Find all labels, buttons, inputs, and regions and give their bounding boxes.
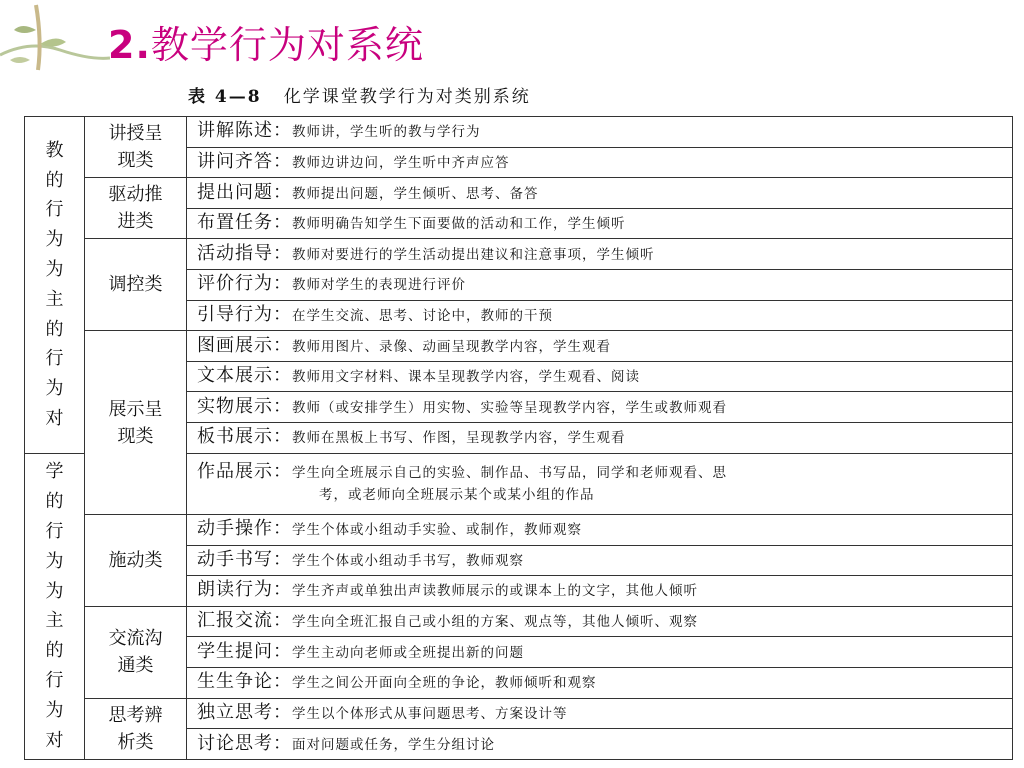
group-label-char: 行 <box>45 669 64 691</box>
category-label-line: 驱动推 <box>108 184 163 206</box>
behavior-description: 学生之间公开面向全班的争论，教师倾听和观察 <box>292 675 597 692</box>
behavior-description: 教师用图片、录像、动画呈现教学内容，学生观看 <box>292 338 611 355</box>
behavior-term: 布置任务： <box>197 212 292 234</box>
behavior-item <box>187 239 1013 270</box>
behavior-description: 教师提出问题，学生倾听、思考、备答 <box>292 185 539 202</box>
behavior-term: 作品展示： <box>197 461 292 483</box>
behavior-item <box>187 576 1013 607</box>
behavior-item <box>187 331 1013 362</box>
behavior-description: 教师讲，学生听的教与学行为 <box>292 124 481 141</box>
behavior-item <box>187 606 1013 637</box>
category-cell <box>85 331 187 515</box>
behavior-term: 引导行为： <box>197 303 292 325</box>
group-label-char: 的 <box>45 318 64 340</box>
group-label-char: 对 <box>45 729 64 751</box>
behavior-item <box>187 729 1013 760</box>
behavior-term: 生生争论： <box>197 671 292 693</box>
behavior-term: 朗读行为： <box>197 579 292 601</box>
behavior-table <box>24 116 1013 760</box>
plant-decoration-icon <box>0 0 110 90</box>
behavior-term: 活动指导： <box>197 242 292 264</box>
category-label-line: 现类 <box>117 150 154 172</box>
behavior-item <box>187 300 1013 331</box>
group-label-char: 为 <box>45 550 64 572</box>
category-label-line: 讲授呈 <box>108 123 163 145</box>
behavior-item <box>187 423 1013 454</box>
behavior-term: 汇报交流： <box>197 610 292 632</box>
table-row <box>25 514 1013 545</box>
behavior-description: 教师在黑板上书写、作图，呈现教学内容，学生观看 <box>292 430 626 447</box>
behavior-description: 学生齐声或单独出声读教师展示的或课本上的文字，其他人倾听 <box>292 583 698 600</box>
group-label-char: 为 <box>45 580 64 602</box>
behavior-description: 学生个体或小组动手书写，教师观察 <box>292 552 524 569</box>
category-cell: 调控类 <box>85 239 187 331</box>
group-label-char: 主 <box>45 610 64 632</box>
category-label-line: 现类 <box>117 425 154 447</box>
table-row <box>25 606 1013 637</box>
group-label-char: 行 <box>45 199 64 221</box>
behavior-description: 学生以个体形式从事问题思考、方案设计等 <box>292 705 568 722</box>
category-label-line: 通类 <box>117 655 154 677</box>
behavior-item <box>187 392 1013 423</box>
behavior-description: 学生向全班汇报自己或小组的方案、观点等，其他人倾听、观察 <box>292 614 698 631</box>
behavior-term: 学生提问： <box>197 640 292 662</box>
category-label-line: 交流沟 <box>108 628 163 650</box>
behavior-description: 教师对要进行的学生活动提出建议和注意事项，学生倾听 <box>292 246 655 263</box>
table-row <box>25 239 1013 270</box>
category-cell <box>85 178 187 239</box>
category-cell <box>85 606 187 698</box>
group-label-char: 为 <box>45 699 64 721</box>
group-label-char: 的 <box>45 491 64 513</box>
group-label-char: 对 <box>45 408 64 430</box>
group-label-char: 为 <box>45 259 64 281</box>
behavior-description: 学生主动向老师或全班提出新的问题 <box>292 644 524 661</box>
table-caption-text: 化学课堂教学行为对类别系统 <box>283 87 531 107</box>
table-row <box>25 698 1013 729</box>
behavior-term: 板书展示： <box>197 426 292 448</box>
category-label-line: 展示呈 <box>108 398 163 420</box>
behavior-description: 面对问题或任务，学生分组讨论 <box>292 736 495 753</box>
slide-title <box>108 14 424 69</box>
behavior-description: 教师明确告知学生下面要做的活动和工作，学生倾听 <box>292 216 626 233</box>
behavior-description: 教师边讲边问，学生听中齐声应答 <box>292 154 510 171</box>
behavior-item <box>187 637 1013 668</box>
behavior-item <box>187 208 1013 239</box>
category-label-line: 进类 <box>117 211 154 233</box>
group-label-char: 主 <box>45 288 64 310</box>
table-caption <box>188 82 531 107</box>
group-label-char: 的 <box>45 640 64 662</box>
group-label-char: 学 <box>45 461 64 483</box>
behavior-term: 独立思考： <box>197 701 292 723</box>
behavior-description-cont: 考，或老师向全班展示某个或某小组的作品 <box>319 487 595 504</box>
behavior-item <box>187 453 1013 514</box>
table-caption-label: 表 4—8 <box>188 87 262 107</box>
behavior-term: 提出问题： <box>197 181 292 203</box>
behavior-item <box>187 545 1013 576</box>
behavior-term: 实物展示： <box>197 395 292 417</box>
category-label-line: 思考辨 <box>108 704 163 726</box>
behavior-description: 教师（或安排学生）用实物、实验等呈现教学内容，学生或教师观看 <box>292 399 727 416</box>
group-label-char: 为 <box>45 378 64 400</box>
group-label-char: 教 <box>45 139 64 161</box>
table-row <box>25 117 1013 148</box>
group-label-char: 行 <box>45 520 64 542</box>
group-label-char: 行 <box>45 348 64 370</box>
category-cell: 施动类 <box>85 514 187 606</box>
category-label-line: 析类 <box>117 731 154 753</box>
behavior-description: 教师对学生的表现进行评价 <box>292 277 466 294</box>
behavior-item <box>187 178 1013 209</box>
behavior-term: 评价行为： <box>197 273 292 295</box>
behavior-term: 动手书写： <box>197 548 292 570</box>
category-cell <box>85 698 187 759</box>
table-row <box>25 331 1013 362</box>
behavior-term: 讲问齐答： <box>197 150 292 172</box>
behavior-term: 动手操作： <box>197 518 292 540</box>
behavior-item <box>187 117 1013 148</box>
behavior-item <box>187 361 1013 392</box>
behavior-term: 讲解陈述： <box>197 120 292 142</box>
slide-title-text: 教学行为对系统 <box>150 23 424 67</box>
category-cell <box>85 117 187 178</box>
group-label-char: 为 <box>45 229 64 251</box>
group-label-char: 的 <box>45 169 64 191</box>
behavior-item <box>187 698 1013 729</box>
behavior-term: 文本展示： <box>197 365 292 387</box>
slide-number: 2. <box>108 23 151 67</box>
behavior-description: 在学生交流、思考、讨论中，教师的干预 <box>292 307 553 324</box>
behavior-item <box>187 667 1013 698</box>
behavior-term: 图画展示： <box>197 334 292 356</box>
table-row <box>25 178 1013 209</box>
group-label <box>25 117 85 454</box>
behavior-description: 教师用文字材料、课本呈现教学内容，学生观看、阅读 <box>292 369 640 386</box>
group-label <box>25 453 85 759</box>
behavior-item <box>187 147 1013 178</box>
behavior-item <box>187 270 1013 301</box>
behavior-description: 学生向全班展示自己的实验、制作品、书写品，同学和老师观看、思 <box>292 465 727 482</box>
behavior-description: 学生个体或小组动手实验、或制作，教师观察 <box>292 522 582 539</box>
behavior-term: 讨论思考： <box>197 732 292 754</box>
behavior-item <box>187 514 1013 545</box>
